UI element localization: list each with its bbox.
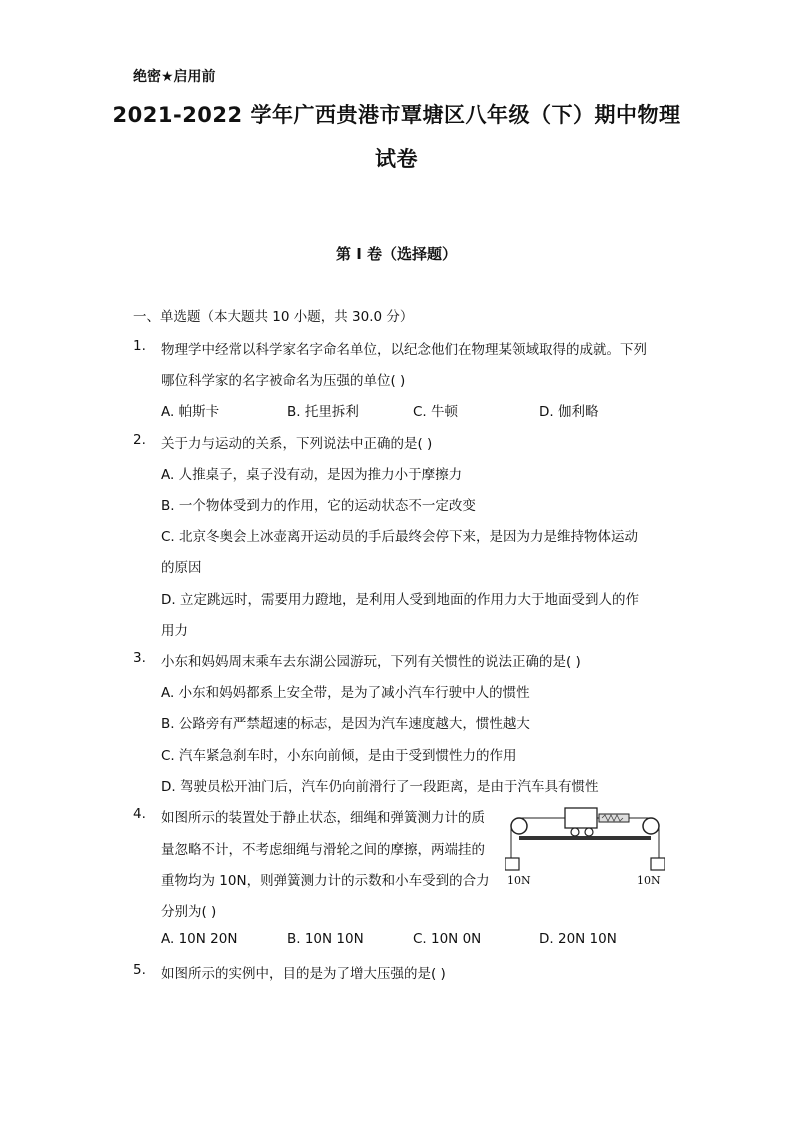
question-text: 重物均为 10N，则弹簧测力计的示数和小车受到的合力	[161, 873, 490, 889]
option-d: D. 立定跳远时，需要用力蹬地，是利用人受到地面的作用力大于地面受到人的作	[161, 592, 639, 608]
question-text: 量忽略不计，不考虑细绳与滑轮之间的摩擦，两端挂的	[161, 842, 485, 858]
question-number: 4.	[133, 806, 146, 822]
question-text: 如图所示的装置处于静止状态，细绳和弹簧测力计的质	[161, 810, 485, 826]
question-number: 3.	[133, 650, 146, 666]
confidential-label: 绝密★启用前	[133, 69, 216, 85]
option-b: B. 托里拆利	[287, 404, 359, 420]
question-text: 哪位科学家的名字被命名为压强的单位( )	[161, 373, 406, 389]
question-text: 如图所示的实例中，目的是为了增大压强的是( )	[161, 966, 446, 982]
option-d: D. 驾驶员松开油门后，汽车仍向前滑行了一段距离，是由于汽车具有惯性	[161, 779, 599, 795]
right-weight-label: 10N	[637, 874, 661, 887]
option-b: B. 一个物体受到力的作用，它的运动状态不一定改变	[161, 498, 476, 514]
section-heading: 一、单选题（本大题共 10 小题，共 30.0 分）	[133, 309, 414, 325]
question-text: 关于力与运动的关系，下列说法中正确的是( )	[161, 436, 433, 452]
option-c: C. 汽车紧急刹车时，小东向前倾，是由于受到惯性力的作用	[161, 748, 517, 764]
option-a: A. 帕斯卡	[161, 404, 220, 420]
question-text: 小东和妈妈周末乘车去东湖公园游玩，下列有关惯性的说法正确的是( )	[161, 654, 581, 670]
option-a: A. 小东和妈妈都系上安全带，是为了减小汽车行驶中人的惯性	[161, 685, 530, 701]
option-c: C. 10N 0N	[413, 931, 482, 947]
option-a: A. 人推桌子，桌子没有动，是因为推力小于摩擦力	[161, 467, 463, 483]
option-c-cont: 的原因	[161, 560, 202, 576]
option-d: D. 伽利略	[539, 404, 599, 420]
left-weight-label: 10N	[507, 874, 531, 887]
option-a: A. 10N 20N	[161, 931, 238, 947]
option-b: B. 公路旁有严禁超速的标志，是因为汽车速度越大，惯性越大	[161, 716, 530, 732]
option-c: C. 北京冬奥会上冰壶离开运动员的手后最终会停下来，是因为力是维持物体运动	[161, 529, 639, 545]
pulley-cart-diagram	[505, 800, 665, 890]
option-d: D. 20N 10N	[539, 931, 617, 947]
page-title: 2021-2022 学年广西贵港市覃塘区八年级（下）期中物理	[112, 103, 681, 127]
question-number: 5.	[133, 962, 146, 978]
option-b: B. 10N 10N	[287, 931, 364, 947]
question-text: 分别为( )	[161, 904, 217, 920]
question-number: 1.	[133, 338, 146, 354]
question-text: 物理学中经常以科学家名字命名单位，以纪念他们在物理某领域取得的成就。下列	[161, 342, 647, 358]
page-title-line2: 试卷	[375, 147, 418, 171]
option-c: C. 牛顿	[413, 404, 459, 420]
option-d-cont: 用力	[161, 623, 188, 639]
question-number: 2.	[133, 432, 146, 448]
volume-heading: 第 I 卷（选择题）	[335, 245, 458, 263]
